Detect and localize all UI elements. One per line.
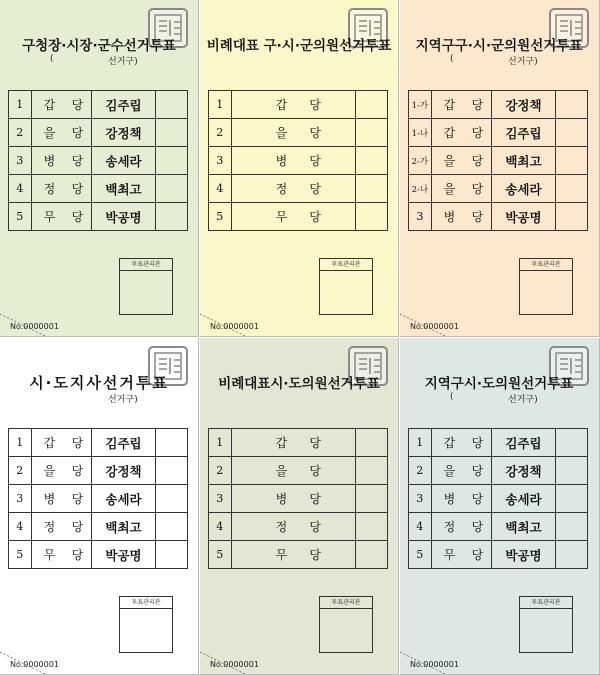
party-char: 당	[471, 182, 484, 196]
vote-mark-box[interactable]	[155, 203, 187, 231]
vote-mark-box[interactable]	[155, 513, 187, 541]
stamp-label: 투표관리관	[320, 259, 372, 271]
serial-number: No.0000001	[210, 322, 259, 331]
party-number: 2	[209, 119, 232, 147]
candidate-name: 김주립	[492, 429, 556, 457]
party-char: 당	[309, 436, 321, 450]
vote-mark-box[interactable]	[155, 485, 187, 513]
party-cell	[31, 513, 92, 541]
candidate-row	[9, 513, 188, 541]
candidate-number: 2-가	[409, 147, 432, 175]
party-number: 3	[209, 147, 232, 175]
party-char: 당	[71, 98, 84, 112]
vote-mark-box[interactable]	[355, 119, 387, 147]
candidate-table	[8, 428, 188, 569]
vote-mark-box[interactable]	[155, 429, 187, 457]
district-label: 선거구)	[108, 395, 138, 405]
party-char: 당	[471, 98, 484, 112]
party-row	[209, 91, 388, 119]
candidate-row	[9, 119, 188, 147]
party-char: 당	[471, 464, 484, 478]
candidate-number: 1	[9, 429, 32, 457]
party-cell	[431, 541, 492, 569]
candidate-number: 1	[9, 91, 32, 119]
party-cell	[431, 485, 492, 513]
candidate-table	[408, 428, 588, 569]
party-cell	[431, 147, 492, 175]
candidate-number: 1	[409, 429, 432, 457]
candidate-number: 3	[9, 147, 32, 175]
ballot-mayor	[0, 0, 199, 337]
vote-mark-box[interactable]	[555, 429, 587, 457]
party-cell	[231, 541, 355, 569]
candidate-name: 백최고	[92, 175, 156, 203]
perforation-line	[400, 644, 599, 674]
party-char: 무	[43, 210, 56, 224]
party-char: 당	[71, 154, 84, 168]
party-char: 갑	[275, 436, 288, 450]
candidate-number: 3	[409, 203, 432, 231]
party-cell	[231, 119, 355, 147]
party-char: 을	[275, 126, 288, 140]
vote-mark-box[interactable]	[555, 147, 587, 175]
candidate-number: 1-가	[409, 91, 432, 119]
party-char: 무	[275, 210, 288, 224]
candidate-table	[8, 90, 188, 231]
district-label: 선거구)	[508, 57, 538, 67]
party-number: 5	[209, 203, 232, 231]
party-table	[208, 428, 388, 569]
party-number: 2	[209, 457, 232, 485]
candidate-row	[409, 513, 588, 541]
candidate-name: 박공명	[92, 203, 156, 231]
party-cell	[31, 147, 92, 175]
candidate-row	[409, 119, 588, 147]
party-cell	[231, 457, 355, 485]
party-number: 3	[209, 485, 232, 513]
ballot-title: 시·도지사선거투표	[29, 374, 169, 392]
party-char: 당	[309, 210, 321, 224]
candidate-name: 강정책	[92, 119, 156, 147]
party-char: 당	[71, 548, 84, 562]
party-row	[209, 147, 388, 175]
vote-mark-box[interactable]	[355, 513, 387, 541]
candidate-row	[9, 147, 188, 175]
party-char: 갑	[443, 436, 456, 450]
vote-mark-box[interactable]	[555, 457, 587, 485]
candidate-row	[409, 175, 588, 203]
party-char: 당	[71, 492, 84, 506]
party-char: 정	[43, 520, 56, 534]
party-char: 무	[443, 548, 456, 562]
party-cell	[431, 203, 492, 231]
candidate-name: 박공명	[492, 203, 556, 231]
party-row	[209, 203, 388, 231]
party-cell	[431, 457, 492, 485]
vote-mark-box[interactable]	[355, 429, 387, 457]
party-cell	[31, 457, 92, 485]
party-char: 당	[309, 548, 321, 562]
party-char: 당	[471, 154, 484, 168]
district-label: 선거구)	[508, 395, 538, 405]
party-char: 갑	[443, 126, 456, 140]
candidate-number: 5	[9, 203, 32, 231]
party-cell	[31, 91, 92, 119]
vote-mark-box[interactable]	[355, 147, 387, 175]
party-cell	[231, 429, 355, 457]
ballot-title: 지역구구·시·군의원선거투표	[415, 38, 583, 54]
party-cell	[31, 485, 92, 513]
party-cell	[31, 203, 92, 231]
party-char: 당	[71, 126, 84, 140]
candidate-name: 송세라	[92, 147, 156, 175]
party-cell	[231, 513, 355, 541]
party-char: 갑	[275, 98, 288, 112]
party-char: 당	[309, 126, 321, 140]
party-char: 을	[443, 154, 456, 168]
ballot-governor	[0, 338, 199, 675]
party-char: 을	[43, 126, 56, 140]
party-char: 당	[471, 548, 484, 562]
serial-number: No.0000001	[410, 660, 459, 669]
party-char: 갑	[443, 98, 456, 112]
vote-mark-box[interactable]	[155, 119, 187, 147]
party-row	[209, 541, 388, 569]
vote-mark-box[interactable]	[355, 485, 387, 513]
candidate-number: 4	[9, 175, 32, 203]
candidate-row	[9, 541, 188, 569]
party-char: 당	[309, 464, 321, 478]
candidate-name: 송세라	[492, 175, 556, 203]
party-char: 당	[71, 210, 84, 224]
candidate-number: 1-나	[409, 119, 432, 147]
district-paren: (	[450, 392, 454, 402]
candidate-number: 5	[9, 541, 32, 569]
party-char: 당	[471, 210, 484, 224]
perforation-line	[200, 306, 399, 336]
party-row	[209, 175, 388, 203]
ballot-title: 구청장·시장·군수선거투표	[22, 38, 176, 54]
party-char: 당	[309, 520, 321, 534]
candidate-name: 강정책	[492, 91, 556, 119]
party-char: 당	[471, 126, 484, 140]
ballot-title: 비례대표시·도의원선거투표	[218, 376, 380, 392]
ballot-title: 비례대표 구·시·군의원선거투표	[206, 38, 392, 54]
party-cell	[31, 541, 92, 569]
stamp-label: 투표관리관	[520, 597, 572, 609]
vote-mark-box[interactable]	[555, 513, 587, 541]
party-char: 병	[275, 154, 288, 168]
candidate-table	[408, 90, 588, 231]
candidate-row	[9, 457, 188, 485]
candidate-name: 백최고	[92, 513, 156, 541]
candidate-row	[409, 485, 588, 513]
ballot-proportional-provincial	[200, 338, 399, 675]
party-row	[209, 457, 388, 485]
vote-mark-box[interactable]	[355, 203, 387, 231]
stamp-label: 투표관리관	[320, 597, 372, 609]
candidate-row	[409, 203, 588, 231]
candidate-row	[9, 429, 188, 457]
party-char: 당	[471, 436, 484, 450]
candidate-row	[409, 541, 588, 569]
party-char: 병	[443, 492, 456, 506]
vote-mark-box[interactable]	[355, 91, 387, 119]
ballot-title: 지역구시·도의원선거투표	[424, 376, 574, 392]
serial-number: No.0000001	[410, 322, 459, 331]
candidate-row	[409, 147, 588, 175]
serial-number: No.0000001	[210, 660, 259, 669]
party-cell	[431, 429, 492, 457]
candidate-number: 3	[409, 485, 432, 513]
party-cell	[231, 203, 355, 231]
party-row	[209, 429, 388, 457]
party-cell	[431, 513, 492, 541]
perforation-line	[400, 306, 599, 336]
party-char: 갑	[43, 436, 56, 450]
vote-mark-box[interactable]	[155, 175, 187, 203]
stamp-label: 투표관리관	[520, 259, 572, 271]
party-char: 당	[71, 436, 84, 450]
candidate-number: 2	[9, 119, 32, 147]
party-number: 1	[209, 91, 232, 119]
candidate-name: 김주립	[92, 429, 156, 457]
party-char: 정	[275, 182, 288, 196]
party-char: 당	[71, 182, 84, 196]
party-row	[209, 119, 388, 147]
serial-number: No.0000001	[10, 660, 59, 669]
party-char: 당	[309, 154, 321, 168]
party-cell	[231, 147, 355, 175]
party-row	[209, 485, 388, 513]
party-char: 무	[275, 548, 288, 562]
candidate-number: 5	[409, 541, 432, 569]
party-number: 5	[209, 541, 232, 569]
party-cell	[431, 91, 492, 119]
perforation-line	[200, 644, 399, 674]
party-cell	[231, 175, 355, 203]
party-cell	[231, 91, 355, 119]
party-char: 병	[443, 210, 456, 224]
party-cell	[31, 429, 92, 457]
vote-mark-box[interactable]	[555, 91, 587, 119]
vote-mark-box[interactable]	[555, 203, 587, 231]
candidate-row	[9, 203, 188, 231]
party-char: 을	[43, 464, 56, 478]
party-char: 당	[471, 492, 484, 506]
candidate-row	[9, 91, 188, 119]
vote-mark-box[interactable]	[555, 541, 587, 569]
party-char: 당	[71, 464, 84, 478]
vote-mark-box[interactable]	[155, 147, 187, 175]
candidate-name: 백최고	[492, 513, 556, 541]
vote-mark-box[interactable]	[555, 175, 587, 203]
candidate-name: 강정책	[92, 457, 156, 485]
district-line	[0, 392, 199, 406]
party-cell	[231, 485, 355, 513]
district-line	[400, 392, 599, 406]
district-line	[400, 54, 599, 68]
candidate-row	[9, 175, 188, 203]
vote-mark-box[interactable]	[155, 541, 187, 569]
party-row	[209, 513, 388, 541]
candidate-name: 백최고	[492, 147, 556, 175]
party-number: 4	[209, 513, 232, 541]
candidate-name: 강정책	[492, 457, 556, 485]
stamp-label: 투표관리관	[120, 597, 172, 609]
party-char: 을	[443, 464, 456, 478]
party-char: 정	[443, 520, 456, 534]
vote-mark-box[interactable]	[155, 91, 187, 119]
party-number: 1	[209, 429, 232, 457]
vote-mark-box[interactable]	[355, 541, 387, 569]
party-char: 병	[275, 492, 288, 506]
serial-number: No.0000001	[10, 322, 59, 331]
party-char: 병	[43, 154, 56, 168]
candidate-number: 2	[409, 457, 432, 485]
party-cell	[431, 175, 492, 203]
party-cell	[31, 119, 92, 147]
party-char: 정	[43, 182, 56, 196]
candidate-row	[409, 429, 588, 457]
vote-mark-box[interactable]	[555, 485, 587, 513]
party-number: 4	[209, 175, 232, 203]
candidate-number: 2-나	[409, 175, 432, 203]
candidate-number: 4	[409, 513, 432, 541]
candidate-row	[409, 91, 588, 119]
party-cell	[431, 119, 492, 147]
party-char: 당	[309, 492, 321, 506]
vote-mark-box[interactable]	[355, 175, 387, 203]
vote-mark-box[interactable]	[155, 457, 187, 485]
candidate-name: 박공명	[92, 541, 156, 569]
candidate-name: 송세라	[92, 485, 156, 513]
district-label: 선거구)	[108, 57, 138, 67]
candidate-number: 2	[9, 457, 32, 485]
party-char: 갑	[43, 98, 56, 112]
candidate-name: 박공명	[492, 541, 556, 569]
district-paren: (	[450, 54, 454, 64]
party-char: 을	[275, 464, 288, 478]
district-line	[0, 54, 199, 68]
party-char: 정	[275, 520, 288, 534]
vote-mark-box[interactable]	[355, 457, 387, 485]
vote-mark-box[interactable]	[555, 119, 587, 147]
party-char: 당	[309, 98, 321, 112]
candidate-row	[409, 457, 588, 485]
perforation-line	[0, 644, 199, 674]
party-char: 당	[71, 520, 84, 534]
party-char: 병	[43, 492, 56, 506]
candidate-row	[9, 485, 188, 513]
ballot-proportional-local	[200, 0, 399, 337]
party-char: 무	[43, 548, 56, 562]
ballot-district-provincial	[400, 338, 600, 675]
party-char: 당	[309, 182, 321, 196]
party-cell	[31, 175, 92, 203]
party-char: 을	[443, 182, 456, 196]
party-table	[208, 90, 388, 231]
candidate-name: 김주립	[92, 91, 156, 119]
stamp-label: 투표관리관	[120, 259, 172, 271]
district-paren: (	[50, 54, 54, 64]
perforation-line	[0, 306, 199, 336]
candidate-name: 김주립	[492, 119, 556, 147]
candidate-name: 송세라	[492, 485, 556, 513]
party-char: 당	[471, 520, 484, 534]
candidate-number: 4	[9, 513, 32, 541]
ballot-district-local	[400, 0, 600, 337]
candidate-number: 3	[9, 485, 32, 513]
